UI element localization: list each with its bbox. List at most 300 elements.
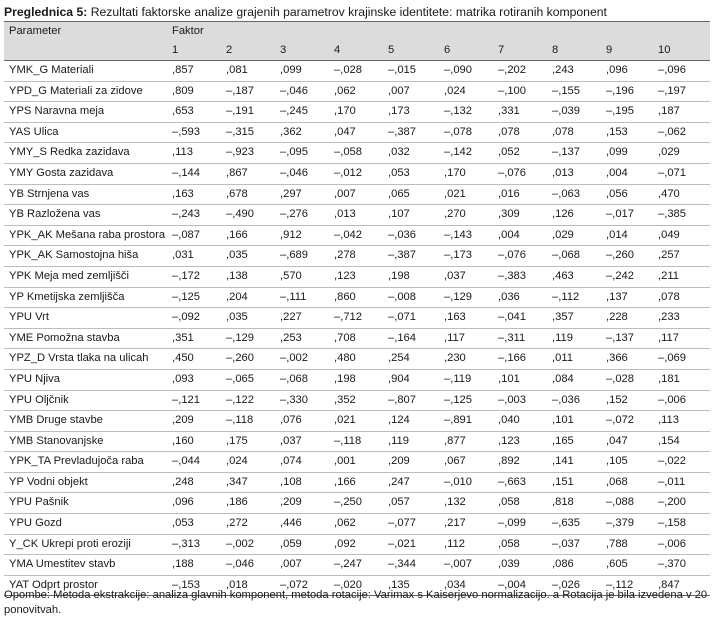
parameter-header: Parameter [4,22,167,42]
loading-value-cell: –,077 [383,514,439,535]
loading-value-cell: –,315 [221,122,275,143]
header-spacer [4,41,167,61]
loading-value-cell: ,021 [329,411,383,432]
loading-value-cell: –,015 [383,61,439,82]
header-row-2 [4,41,710,61]
loading-value-cell: –,197 [653,81,710,102]
loading-value-cell: –,036 [383,225,439,246]
table-row [4,287,710,308]
loading-value-cell: ,074 [275,452,329,473]
loading-value-cell: ,037 [275,431,329,452]
loading-value-cell: –,144 [167,163,221,184]
loading-value-cell: ,228 [601,308,653,329]
loading-value-cell: –,006 [653,390,710,411]
loading-value-cell: –,065 [221,369,275,390]
table-row [4,369,710,390]
loading-value-cell: ,450 [167,349,221,370]
loading-value-cell: ,068 [601,472,653,493]
loading-value-cell: ,847 [653,575,710,596]
loading-value-cell: ,254 [383,349,439,370]
loading-value-cell: ,137 [601,287,653,308]
loading-value-cell: ,078 [653,287,710,308]
loading-value-cell: ,605 [601,555,653,576]
loading-value-cell: –,121 [167,390,221,411]
loading-value-cell: ,112 [439,534,493,555]
loading-value-cell: –,247 [329,555,383,576]
loading-value-cell: –,712 [329,308,383,329]
loading-value-cell: ,053 [167,514,221,535]
loading-value-cell: ,029 [653,143,710,164]
loading-value-cell: ,126 [547,205,601,226]
loading-value-cell: ,270 [439,205,493,226]
loading-value-cell: –,383 [493,266,547,287]
loading-value-cell: –,143 [439,225,493,246]
parameter-name-cell: YPK_AK Mešana raba prostora [4,225,167,246]
table-row [4,246,710,267]
parameter-name-cell: YP Kmetijska zemljišča [4,287,167,308]
loading-value-cell: –,076 [493,163,547,184]
loading-value-cell: ,352 [329,390,383,411]
loading-value-cell: ,101 [493,369,547,390]
loading-value-cell: ,013 [547,163,601,184]
loading-value-cell: –,111 [275,287,329,308]
loading-value-cell: –,092 [167,308,221,329]
loading-value-cell: –,068 [547,246,601,267]
parameter-name-cell: Y_CK Ukrepi proti eroziji [4,534,167,555]
loading-value-cell: –,260 [601,246,653,267]
factor-number-header: 2 [221,41,275,61]
parameter-name-cell: YMB Druge stavbe [4,411,167,432]
loading-value-cell: ,867 [221,163,275,184]
table-row [4,431,710,452]
loading-value-cell: –,118 [221,411,275,432]
loading-value-cell: –,037 [547,534,601,555]
loading-value-cell: –,243 [167,205,221,226]
loading-value-cell: –,100 [493,81,547,102]
loading-value-cell: ,058 [493,493,547,514]
loading-value-cell: ,123 [493,431,547,452]
parameter-name-cell: YPU Oljčnik [4,390,167,411]
loading-value-cell: ,018 [221,575,275,596]
loading-value-cell: –,072 [275,575,329,596]
loading-value-cell: ,187 [653,102,710,123]
loading-value-cell: –,313 [167,534,221,555]
loading-value-cell: ,175 [221,431,275,452]
loading-value-cell: –,095 [275,143,329,164]
loading-value-cell: –,129 [221,328,275,349]
loading-value-cell: –,026 [547,575,601,596]
table-row [4,534,710,555]
loading-value-cell: –,490 [221,205,275,226]
loading-value-cell: ,248 [167,472,221,493]
loading-value-cell: ,037 [439,266,493,287]
loading-value-cell: –,153 [167,575,221,596]
parameter-name-cell: YB Strnjena vas [4,184,167,205]
table-row [4,184,710,205]
loading-value-cell: –,096 [653,61,710,82]
loading-value-cell: ,217 [439,514,493,535]
table-row [4,493,710,514]
loading-value-cell: –,039 [547,102,601,123]
factor-number-header: 3 [275,41,329,61]
table-row [4,102,710,123]
loading-value-cell: –,129 [439,287,493,308]
loading-value-cell: ,092 [329,534,383,555]
loading-value-cell: –,195 [601,102,653,123]
loading-value-cell: ,124 [383,411,439,432]
loading-value-cell: ,278 [329,246,383,267]
loading-value-cell: –,155 [547,81,601,102]
table-row [4,122,710,143]
loading-value-cell: –,008 [383,287,439,308]
loading-value-cell: ,186 [221,493,275,514]
loading-value-cell: ,141 [547,452,601,473]
loading-value-cell: ,078 [493,122,547,143]
parameter-name-cell: YME Pomožna stavba [4,328,167,349]
loading-value-cell: –,119 [439,369,493,390]
loading-value-cell: ,117 [439,328,493,349]
loading-value-cell: ,032 [383,143,439,164]
loading-value-cell: ,096 [601,61,653,82]
loading-value-cell: –,036 [547,390,601,411]
loading-value-cell: ,119 [547,328,601,349]
caption-text: Rezultati faktorske analize grajenih parametrov krajinske identitete: matrika rotiranih komponent [87,5,607,19]
loading-value-cell: –,118 [329,431,383,452]
loading-value-cell: ,034 [439,575,493,596]
loading-value-cell: –,002 [275,349,329,370]
loading-value-cell: ,065 [383,184,439,205]
loading-value-cell: –,200 [653,493,710,514]
loading-value-cell: –,387 [383,246,439,267]
parameter-name-cell: YMK_G Materiali [4,61,167,82]
loading-value-cell: ,007 [329,184,383,205]
loading-value-cell: –,122 [221,390,275,411]
loading-value-cell: –,046 [275,163,329,184]
loading-value-cell: ,788 [601,534,653,555]
loading-value-cell: ,039 [493,555,547,576]
loading-value-cell: –,020 [329,575,383,596]
loading-value-cell: ,096 [167,493,221,514]
loading-value-cell: ,138 [221,266,275,287]
loading-value-cell: ,007 [383,81,439,102]
loading-value-cell: ,078 [547,122,601,143]
parameter-name-cell: YMB Stanovanjske [4,431,167,452]
loading-value-cell: –,112 [547,287,601,308]
loading-value-cell: ,001 [329,452,383,473]
loading-value-cell: ,653 [167,102,221,123]
loading-value-cell: ,053 [383,163,439,184]
loading-value-cell: –,330 [275,390,329,411]
factor-number-header: 4 [329,41,383,61]
loading-value-cell: ,227 [275,308,329,329]
table-body [4,22,710,596]
loading-value-cell: –,069 [653,349,710,370]
loading-value-cell: ,163 [439,308,493,329]
loading-value-cell: ,113 [167,143,221,164]
loading-value-cell: –,007 [439,555,493,576]
loading-value-cell: –,068 [275,369,329,390]
loading-value-cell: ,170 [439,163,493,184]
loading-value-cell: ,809 [167,81,221,102]
loading-value-cell: –,689 [275,246,329,267]
loading-value-cell: ,099 [275,61,329,82]
loading-value-cell: ,198 [329,369,383,390]
loading-value-cell: –,004 [493,575,547,596]
loading-value-cell: ,035 [221,246,275,267]
loading-value-cell: –,379 [601,514,653,535]
table-row [4,472,710,493]
loading-value-cell: –,242 [601,266,653,287]
loading-value-cell: ,446 [275,514,329,535]
table-row [4,143,710,164]
loading-value-cell: ,188 [167,555,221,576]
loading-value-cell: ,257 [653,246,710,267]
loading-value-cell: –,158 [653,514,710,535]
loading-value-cell: –,370 [653,555,710,576]
loading-value-cell: ,253 [275,328,329,349]
factor-number-header: 5 [383,41,439,61]
loading-value-cell: ,021 [439,184,493,205]
parameter-name-cell: YMY_S Redka zazidava [4,143,167,164]
factor-number-header: 10 [653,41,710,61]
parameter-name-cell: YPK Meja med zemljišči [4,266,167,287]
loading-value-cell: ,153 [601,122,653,143]
loading-value-cell: –,923 [221,143,275,164]
loading-value-cell: –,076 [493,246,547,267]
factor-number-header: 9 [601,41,653,61]
loading-value-cell: ,007 [275,555,329,576]
loading-value-cell: –,028 [601,369,653,390]
loading-value-cell: ,480 [329,349,383,370]
table-row [4,225,710,246]
loading-value-cell: –,164 [383,328,439,349]
loading-value-cell: ,016 [493,184,547,205]
loading-value-cell: –,088 [601,493,653,514]
loading-value-cell: ,243 [547,61,601,82]
loading-value-cell: ,004 [601,163,653,184]
loading-value-cell: ,093 [167,369,221,390]
loading-value-cell: ,347 [221,472,275,493]
loading-value-cell: ,209 [275,493,329,514]
loading-value-cell: ,062 [329,81,383,102]
loading-value-cell: –,017 [601,205,653,226]
table-row [4,205,710,226]
table-row [4,163,710,184]
loading-value-cell: ,166 [221,225,275,246]
loading-value-cell: –,046 [221,555,275,576]
table-row [4,390,710,411]
loading-value-cell: –,003 [493,390,547,411]
loading-value-cell: ,904 [383,369,439,390]
loading-value-cell: ,857 [167,61,221,82]
loading-value-cell: –,044 [167,452,221,473]
header-row-1 [4,22,710,42]
parameter-name-cell: YPS Naravna meja [4,102,167,123]
loading-value-cell: ,204 [221,287,275,308]
loading-value-cell: ,029 [547,225,601,246]
parameter-name-cell: YPZ_D Vrsta tlaka na ulicah [4,349,167,370]
loading-value-cell: ,165 [547,431,601,452]
loading-value-cell: –,028 [329,61,383,82]
loading-value-cell: –,022 [653,452,710,473]
loading-value-cell: –,191 [221,102,275,123]
loading-value-cell: –,344 [383,555,439,576]
table-footnote: Opombe: Metoda ekstrakcije: analiza glavnih komponent, metoda rotacije: Varimax s Kaiserjevo normalizacijo. a Rotacija je bila izvedena v 20 ponovitvah. [4,589,708,616]
loading-value-cell: ,101 [547,411,601,432]
loading-value-cell: ,818 [547,493,601,514]
loading-value-cell: –,807 [383,390,439,411]
loading-value-cell: ,024 [221,452,275,473]
loading-value-cell: –,132 [439,102,493,123]
loading-value-cell: –,112 [601,575,653,596]
loading-value-cell: ,366 [601,349,653,370]
loading-value-cell: ,173 [383,102,439,123]
loading-value-cell: ,181 [653,369,710,390]
loading-value-cell: ,086 [547,555,601,576]
loading-value-cell: –,173 [439,246,493,267]
loading-value-cell: –,166 [493,349,547,370]
loading-value-cell: ,892 [493,452,547,473]
loading-value-cell: ,362 [275,122,329,143]
loading-value-cell: –,891 [439,411,493,432]
parameter-name-cell: YPK_AK Samostojna hiša [4,246,167,267]
loading-value-cell: ,297 [275,184,329,205]
loading-value-cell: ,062 [329,514,383,535]
parameter-name-cell: YB Razložena vas [4,205,167,226]
loading-value-cell: ,170 [329,102,383,123]
loading-value-cell: ,570 [275,266,329,287]
loading-value-cell: –,593 [167,122,221,143]
loading-value-cell: –,087 [167,225,221,246]
loading-value-cell: ,877 [439,431,493,452]
loading-value-cell: ,105 [601,452,653,473]
factor-number-header: 8 [547,41,601,61]
loading-value-cell: ,209 [383,452,439,473]
loading-value-cell: –,196 [601,81,653,102]
loading-value-cell: ,056 [601,184,653,205]
loading-value-cell: ,463 [547,266,601,287]
loading-value-cell: –,042 [329,225,383,246]
parameter-name-cell: YAS Ulica [4,122,167,143]
loading-value-cell: ,099 [601,143,653,164]
loading-value-cell: ,272 [221,514,275,535]
loading-value-cell: ,014 [601,225,653,246]
loading-value-cell: ,047 [329,122,383,143]
loading-value-cell: ,198 [383,266,439,287]
table-caption [4,5,607,19]
loading-value-cell: –,090 [439,61,493,82]
loading-value-cell: ,052 [493,143,547,164]
loading-value-cell: –,002 [221,534,275,555]
loading-value-cell: –,311 [493,328,547,349]
loading-value-cell: ,860 [329,287,383,308]
loading-value-cell: ,058 [493,534,547,555]
table-row [4,61,710,82]
factor-number-header: 7 [493,41,547,61]
loading-value-cell: –,099 [493,514,547,535]
parameter-name-cell: YPU Gozd [4,514,167,535]
loading-value-cell: ,113 [653,411,710,432]
loading-value-cell: ,211 [653,266,710,287]
loading-value-cell: –,172 [167,266,221,287]
table-row [4,555,710,576]
loading-value-cell: ,152 [601,390,653,411]
parameter-name-cell: YPU Vrt [4,308,167,329]
factor-number-header: 6 [439,41,493,61]
loading-value-cell: ,357 [547,308,601,329]
table-row [4,81,710,102]
parameter-name-cell: YPU Pašnik [4,493,167,514]
loading-value-cell: –,142 [439,143,493,164]
loading-value-cell: ,081 [221,61,275,82]
loading-value-cell: –,072 [601,411,653,432]
loading-value-cell: ,013 [329,205,383,226]
loading-value-cell: ,004 [493,225,547,246]
caption-label: Preglednica 5: [4,5,88,19]
loading-value-cell: –,187 [221,81,275,102]
loading-value-cell: –,012 [329,163,383,184]
loading-value-cell: –,062 [653,122,710,143]
loading-value-cell: ,912 [275,225,329,246]
loading-value-cell: –,250 [329,493,383,514]
loading-value-cell: ,123 [329,266,383,287]
parameter-name-cell: YP Vodni objekt [4,472,167,493]
loading-value-cell: ,031 [167,246,221,267]
table-row [4,514,710,535]
loading-value-cell: –,010 [439,472,493,493]
loading-value-cell: –,137 [601,328,653,349]
loading-value-cell: ,135 [383,575,439,596]
loading-value-cell: –,260 [221,349,275,370]
loading-value-cell: ,309 [493,205,547,226]
loading-value-cell: ,678 [221,184,275,205]
parameter-name-cell: YMY Gosta zazidava [4,163,167,184]
parameter-name-cell: YAT Odprt prostor [4,575,167,596]
loading-value-cell: –,071 [383,308,439,329]
factor-matrix-table [4,21,710,596]
loading-value-cell: ,331 [493,102,547,123]
loading-value-cell: ,040 [493,411,547,432]
loading-value-cell: –,063 [547,184,601,205]
loading-value-cell: –,125 [167,287,221,308]
table-row [4,266,710,287]
faktor-header: Faktor [167,22,710,42]
loading-value-cell: ,132 [439,493,493,514]
loading-value-cell: ,035 [221,308,275,329]
loading-value-cell: ,470 [653,184,710,205]
loading-value-cell: ,057 [383,493,439,514]
table-row [4,349,710,370]
loading-value-cell: ,108 [275,472,329,493]
loading-value-cell: ,107 [383,205,439,226]
loading-value-cell: –,006 [653,534,710,555]
loading-value-cell: ,233 [653,308,710,329]
loading-value-cell: –,635 [547,514,601,535]
loading-value-cell: ,049 [653,225,710,246]
loading-value-cell: –,071 [653,163,710,184]
loading-value-cell: ,151 [547,472,601,493]
loading-value-cell: ,067 [439,452,493,473]
parameter-name-cell: YPD_G Materiali za zidove [4,81,167,102]
loading-value-cell: –,387 [383,122,439,143]
parameter-name-cell: YMA Umestitev stavb [4,555,167,576]
loading-value-cell: ,084 [547,369,601,390]
loading-value-cell: ,059 [275,534,329,555]
loading-value-cell: –,078 [439,122,493,143]
loading-value-cell: ,708 [329,328,383,349]
parameter-name-cell: YPU Njiva [4,369,167,390]
loading-value-cell: –,663 [493,472,547,493]
